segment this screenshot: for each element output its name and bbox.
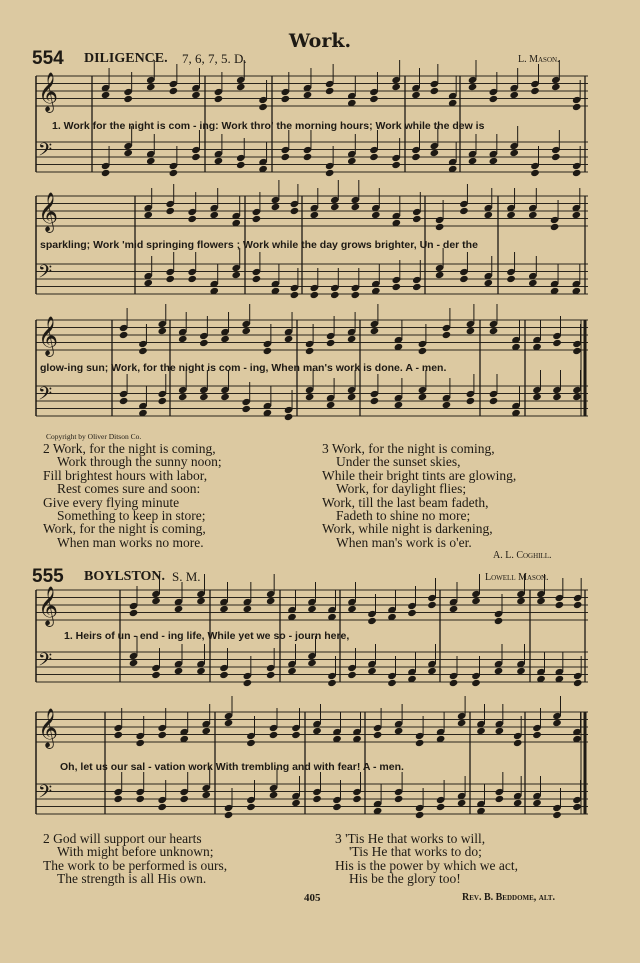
note-head [369,95,379,103]
note-head [347,393,357,401]
note-head [291,799,301,807]
note-head [327,679,337,687]
note-head [291,731,301,739]
note-head [418,393,428,401]
note-head [506,275,516,283]
note-head [352,795,362,803]
note-head [435,223,445,231]
note-head [138,347,148,355]
note-head [573,601,583,609]
note-head [310,291,320,299]
treble-clef-icon: 𝄞 [38,192,59,232]
note-head [243,605,253,613]
note-head [157,327,167,335]
note-head [129,609,139,617]
note-head [528,279,538,287]
note-head [528,211,538,219]
note-head [243,679,253,687]
note-head [394,401,404,409]
note-head [387,679,397,687]
note-head [307,659,317,667]
note-head [392,283,402,291]
lyric-line: glow-ing sun; Work, for the night is com - ing, When man's work is done. A - men. [40,362,447,374]
section-title: Work. [288,30,352,52]
note-head [224,719,234,727]
note-head [146,157,156,165]
note-head [214,95,224,103]
note-head [281,95,291,103]
note-head [326,339,336,347]
hymn-number: 554 [32,48,64,69]
note-head [411,153,421,161]
note-head [258,103,268,111]
note-head [532,799,542,807]
note-head [495,727,505,735]
note-head [174,667,184,675]
bass-clef-icon: 𝄢 [38,650,53,675]
note-head [513,739,523,747]
note-head [442,401,452,409]
meter: 7, 6, 7, 5. D. [182,51,247,66]
bass-clef-icon: 𝄢 [38,140,53,165]
note-head [135,739,145,747]
note-head [157,803,167,811]
note-head [123,149,133,157]
note-head [530,87,540,95]
note-head [269,791,279,799]
note-head [178,335,188,343]
note-head [430,87,440,95]
note-head [513,799,523,807]
note-head [551,83,561,91]
treble-clef-icon: 𝄞 [38,586,59,626]
note-head [572,803,582,811]
note-head [369,153,379,161]
note-head [391,83,401,91]
treble-clef-icon: 𝄞 [38,316,59,356]
note-head [370,327,380,335]
note-head [252,275,262,283]
note-head [471,679,481,687]
note-head [471,597,481,605]
page-number: 405 [304,892,321,904]
note-head [220,335,230,343]
note-head [246,739,256,747]
note-head [187,275,197,283]
note-head [201,791,211,799]
note-head [572,393,582,401]
note-head [165,275,175,283]
verse-3: 3 'Tis He that works to will, 'Tis He that works to do; His is the power by which we act, His be the glory too! [335,831,518,887]
bass-clef-icon: 𝄢 [38,782,53,807]
verse-2: 2 Work, for the night is coming, Work through the sunny noon; Fill brightest hours with labor, Rest comes sure and soon: Give every flying minute Something to keep in store; Work, for the night is coming, When man works no more. [43,441,222,550]
note-head [284,335,294,343]
note-head [143,279,153,287]
composer: L. Mason. [518,54,560,65]
note-head [418,347,428,355]
note-head [303,91,313,99]
note-head [224,811,234,819]
note-head [241,327,251,335]
tune-name: BOYLSTON. [84,569,166,584]
note-head [312,795,322,803]
tune-name: DILIGENCE. [84,51,168,66]
note-head [347,157,357,165]
note-head [151,671,161,679]
note-head [509,91,519,99]
lyric-line: 1. Work for the night is com - ing: Work thro' the morning hours; Work while the dew is [52,120,485,132]
meter: S. M. [172,569,201,584]
note-head [246,803,256,811]
composer: Lowell Mason. [485,572,549,583]
note-head [494,617,504,625]
note-head [113,731,123,739]
note-head [151,597,161,605]
copyright: Copyright by Oliver Ditson Co. [46,432,142,441]
note-head [305,347,315,355]
note-head [220,393,230,401]
note-head [266,671,276,679]
note-head [290,207,300,215]
note-head [536,597,546,605]
note-head [135,795,145,803]
note-head [312,727,322,735]
lyric-line: 1. Heirs of un - end - ing life, While yet we so - journ here, [64,630,350,642]
note-head [506,211,516,219]
note-head [370,397,380,405]
note-head [187,215,197,223]
note-head [196,667,206,675]
note-head [489,157,499,165]
verse-2: 2 God will support our hearts With might before unknown; The work to be performed is ours, The strength is all His own. [43,831,228,887]
note-head [573,679,583,687]
note-head [551,153,561,161]
note-head [367,667,377,675]
note-head [266,597,276,605]
note-head [101,169,111,177]
note-head [489,95,499,103]
lyric-line: sparkling; Work 'mid springing flowers ; Work while the day grows brighter, Un - der the [40,239,478,251]
note-head [231,271,241,279]
bass-clef-icon: 𝄢 [38,262,53,287]
note-head [347,671,357,679]
note-head [199,393,209,401]
note-head [178,393,188,401]
note-head [303,153,313,161]
note-head [459,207,469,215]
note-head [281,153,291,161]
note-head [550,223,560,231]
note-head [457,799,467,807]
note-head [113,795,123,803]
note-head [449,605,459,613]
note-head [330,291,340,299]
note-head [415,811,425,819]
note-head [241,405,251,413]
note-head [552,811,562,819]
note-head [179,795,189,803]
note-head [468,83,478,91]
note-head [516,597,526,605]
note-head [332,803,342,811]
note-head [457,719,467,727]
note-head [532,393,542,401]
note-head [466,397,476,405]
note-head [412,215,422,223]
note-head [391,161,401,169]
note-head [157,397,167,405]
note-head [351,291,361,299]
note-head [219,671,229,679]
note-head [214,157,224,165]
note-head [449,679,459,687]
note-head [572,103,582,111]
note-head [468,157,478,165]
note-head [325,169,335,177]
note-head [555,601,565,609]
note-head [307,605,317,613]
note-head [552,393,562,401]
note-head [290,291,300,299]
note-head [325,87,335,95]
note-head [427,601,437,609]
note-head [157,731,167,739]
note-head [373,731,383,739]
note-head [552,339,562,347]
note-head [435,271,445,279]
note-head [367,617,377,625]
note-head [394,727,404,735]
note-head [119,397,129,405]
note-head [483,211,493,219]
note-head [263,347,273,355]
note-head [196,597,206,605]
note-head [284,413,294,421]
verse-3: 3 Work, for the night is coming, Under the sunset skies, While their bright tints are glowing, Work, for daylight flies; Work, till the last beam fadeth, Fadeth to shine no more; Work, while night is darkening, When man's work is o'er. [322,441,517,550]
note-head [169,169,179,177]
bass-clef-icon: 𝄢 [38,384,53,409]
note-head [219,605,229,613]
note-head [191,153,201,161]
note-head [466,327,476,335]
note-head [489,397,499,405]
note-head [310,211,320,219]
note-head [123,95,133,103]
note-head [483,279,493,287]
note-head [552,719,562,727]
note-head [101,91,111,99]
note-head [495,795,505,803]
note-head [459,275,469,283]
note-head [287,667,297,675]
note-head [371,211,381,219]
note-head [476,727,486,735]
note-head [436,803,446,811]
note-head [394,795,404,803]
note-head [129,659,139,667]
note-head [532,731,542,739]
note-head [572,347,582,355]
treble-clef-icon: 𝄞 [38,708,59,748]
treble-clef-icon: 𝄞 [38,72,59,112]
note-head [165,207,175,215]
author: A. L. Coghill. [493,550,552,561]
author: Rev. B. Beddome, alt. [462,892,556,903]
note-head [430,149,440,157]
note-head [236,83,246,91]
note-head [330,203,340,211]
note-head [326,401,336,409]
note-head [427,667,437,675]
note-head [252,215,262,223]
note-head [412,283,422,291]
note-head [236,161,246,169]
note-head [174,605,184,613]
note-head [489,327,499,335]
hymn-number: 555 [32,566,64,587]
note-head [191,91,201,99]
note-head [201,727,211,735]
note-head [572,211,582,219]
note-head [411,91,421,99]
note-head [146,83,156,91]
note-head [415,739,425,747]
note-head [143,211,153,219]
lyric-line: Oh, let us our sal - vation work With trembling and with fear! A - men. [60,761,404,773]
note-head [516,667,526,675]
note-head [407,609,417,617]
note-head [199,339,209,347]
note-head [119,331,129,339]
note-head [305,393,315,401]
note-head [509,149,519,157]
note-head [572,169,582,177]
note-head [442,331,452,339]
note-head [347,335,357,343]
note-head [351,203,361,211]
note-head [209,211,219,219]
note-head [169,87,179,95]
note-head [494,667,504,675]
note-head [269,731,279,739]
note-head [271,203,281,211]
note-head [530,169,540,177]
note-head [347,605,357,613]
